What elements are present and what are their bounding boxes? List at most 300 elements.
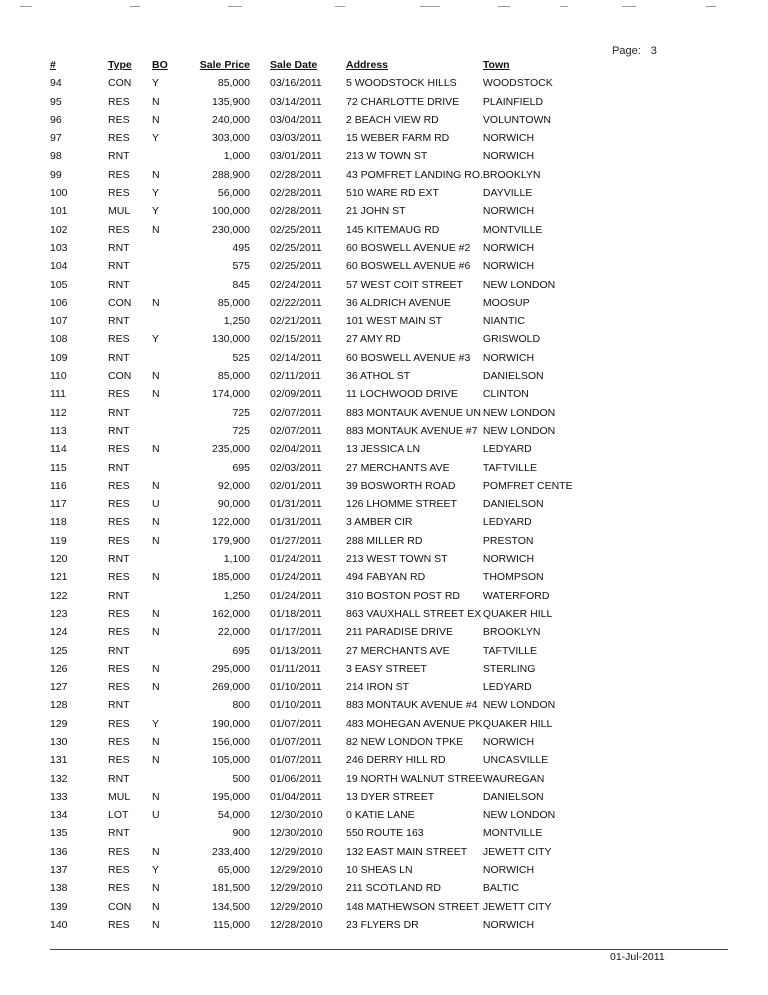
table-row: [50, 129, 583, 147]
cell-sale-date: 12/30/2010: [270, 827, 323, 840]
cell-town: NEW LONDON: [482, 424, 556, 437]
table-row: [50, 111, 583, 129]
cell-sale-price: 695: [232, 644, 250, 657]
column-header-address: Address: [346, 59, 389, 71]
cell-bo: Y: [152, 132, 160, 145]
cell-address: 27 MERCHANTS AVE: [346, 644, 450, 657]
cell-spacer: [250, 257, 270, 275]
cell-sale-date: 01/17/2011: [270, 626, 322, 639]
cell-bo: [152, 312, 182, 330]
cell-sale-price: 495: [232, 241, 250, 254]
cell-type: RNT: [108, 553, 130, 566]
cell-town: LEDYARD: [482, 443, 532, 456]
cell-address: 27 MERCHANTS AVE: [346, 461, 450, 474]
cell-type: RES: [108, 571, 130, 584]
cell-type: CON: [108, 370, 132, 383]
cell-sale-date: 01/11/2011: [270, 662, 321, 675]
cell-type: RNT: [108, 278, 130, 291]
cell-bo: U: [152, 498, 160, 511]
cell-address: 3 AMBER CIR: [346, 516, 413, 529]
cell-spacer: [250, 513, 270, 531]
cell-sale-date: 02/15/2011: [270, 333, 322, 346]
cell-address: 483 MOHEGAN AVENUE PK: [346, 717, 483, 730]
cell-sale-date: 02/28/2011: [270, 205, 322, 218]
cell-sale-date: 03/01/2011: [270, 150, 322, 163]
cell-address: 883 MONTAUK AVENUE UN: [346, 406, 481, 419]
cell-sale-price: 575: [232, 260, 250, 273]
cell-town: MONTVILLE: [482, 223, 543, 236]
cell-sale-price: 195,000: [212, 790, 250, 803]
cell-spacer: [250, 111, 270, 129]
cell-type: RES: [108, 918, 130, 931]
cell-sale-price: 230,000: [212, 223, 250, 236]
cell-sale-price: 56,000: [217, 187, 250, 200]
cell-address: 21 JOHN ST: [346, 205, 406, 218]
table-row: [50, 221, 583, 239]
cell-town: TAFTVILLE: [482, 644, 537, 657]
cell-sale-price: 162,000: [212, 607, 250, 620]
cell-sale-date: 01/07/2011: [270, 754, 322, 767]
cell-number: 128: [50, 699, 68, 712]
cell-sale-date: 02/11/2011: [270, 370, 321, 383]
cell-sale-price: 174,000: [212, 388, 250, 401]
cell-sale-date: 01/31/2011: [270, 516, 322, 529]
cell-number: 123: [50, 607, 68, 620]
cell-bo: [152, 422, 182, 440]
cell-address: 60 BOSWELL AVENUE #3: [346, 351, 471, 364]
cell-address: 36 ALDRICH AVENUE: [346, 296, 451, 309]
page-label: Page:: [612, 45, 641, 57]
column-header-bo: BO: [152, 59, 168, 71]
cell-town: UNCASVILLE: [482, 754, 549, 767]
cell-sale-date: 03/14/2011: [270, 95, 322, 108]
table-row: [50, 532, 583, 550]
cell-type: RNT: [108, 424, 130, 437]
cell-type: RES: [108, 735, 130, 748]
cell-number: 135: [50, 827, 68, 840]
cell-sale-date: 02/25/2011: [270, 223, 322, 236]
cell-number: 133: [50, 790, 68, 803]
cell-spacer: [250, 477, 270, 495]
cell-spacer: [250, 367, 270, 385]
page-indicator: [612, 45, 657, 57]
cell-sale-price: 725: [232, 406, 250, 419]
cell-sale-date: 02/01/2011: [270, 479, 322, 492]
table-row: [50, 294, 583, 312]
cell-sale-date: 02/04/2011: [270, 443, 322, 456]
table-row: [50, 550, 583, 568]
cell-number: 120: [50, 553, 68, 566]
cell-number: 116: [50, 479, 67, 492]
table-row: [50, 349, 583, 367]
cell-spacer: [250, 239, 270, 257]
cell-town: NORWICH: [482, 241, 535, 254]
cell-type: RNT: [108, 150, 130, 163]
cell-sale-date: 01/24/2011: [270, 589, 322, 602]
cell-bo: [152, 824, 182, 842]
cell-bo: Y: [152, 77, 160, 90]
table-row: [50, 385, 583, 403]
cell-type: RES: [108, 607, 130, 620]
cell-sale-date: 02/25/2011: [270, 241, 322, 254]
cell-sale-date: 02/28/2011: [270, 168, 322, 181]
cell-address: 10 SHEAS LN: [346, 864, 413, 877]
cell-number: 136: [50, 845, 68, 858]
cell-spacer: [250, 715, 270, 733]
cell-town: NEW LONDON: [482, 278, 556, 291]
cell-number: 122: [50, 589, 68, 602]
cell-type: RNT: [108, 315, 130, 328]
cell-number: 109: [50, 351, 68, 364]
cell-bo: Y: [152, 717, 160, 730]
cell-address: 5 WOODSTOCK HILLS: [346, 77, 457, 90]
cell-type: RES: [108, 717, 130, 730]
table-row: [50, 916, 583, 934]
cell-sale-price: 179,900: [212, 534, 250, 547]
cell-number: 124: [50, 626, 68, 639]
cell-address: 36 ATHOL ST: [346, 370, 411, 383]
cell-town: QUAKER HILL: [482, 717, 553, 730]
cell-type: MUL: [108, 205, 131, 218]
cell-sale-price: 240,000: [212, 113, 250, 126]
cell-spacer: [250, 788, 270, 806]
sales-table: [50, 56, 583, 934]
cell-type: RNT: [108, 241, 130, 254]
table-row: [50, 239, 583, 257]
table-row: [50, 824, 583, 842]
cell-sale-date: 01/24/2011: [270, 571, 322, 584]
cell-address: 211 PARADISE DRIVE: [346, 626, 453, 639]
cell-bo: Y: [152, 187, 160, 200]
cell-bo: N: [152, 113, 160, 126]
cell-town: QUAKER HILL: [482, 607, 553, 620]
cell-bo: U: [152, 809, 160, 822]
cell-town: BROOKLYN: [482, 168, 541, 181]
cell-sale-date: 12/29/2010: [270, 864, 323, 877]
cell-address: 510 WARE RD EXT: [346, 187, 439, 200]
cell-sale-price: 65,000: [217, 864, 250, 877]
cell-number: 114: [50, 443, 67, 456]
cell-spacer: [250, 824, 270, 842]
cell-type: RES: [108, 388, 130, 401]
cell-bo: N: [152, 845, 160, 858]
cell-town: NORWICH: [482, 132, 535, 145]
cell-town: NEW LONDON: [482, 406, 556, 419]
cell-bo: [152, 550, 182, 568]
table-row: [50, 587, 583, 605]
cell-sale-date: 01/06/2011: [270, 772, 322, 785]
cell-town: LEDYARD: [482, 516, 532, 529]
table-row: [50, 459, 583, 477]
cell-sale-price: 725: [232, 424, 250, 437]
cell-town: PRESTON: [482, 534, 534, 547]
cell-number: 140: [50, 918, 68, 931]
cell-spacer: [250, 184, 270, 202]
cell-address: 0 KATIE LANE: [346, 809, 415, 822]
cell-address: 72 CHARLOTTE DRIVE: [346, 95, 460, 108]
cell-sale-price: 1,000: [223, 150, 250, 163]
cell-number: 121: [50, 571, 68, 584]
cell-sale-price: 105,000: [212, 754, 250, 767]
cell-bo: N: [152, 370, 160, 383]
cell-number: 97: [50, 132, 62, 145]
cell-number: 139: [50, 900, 68, 913]
cell-address: 883 MONTAUK AVENUE #7: [346, 424, 478, 437]
table-row: [50, 276, 583, 294]
cell-number: 95: [50, 95, 62, 108]
cell-bo: Y: [152, 864, 160, 877]
table-row: [50, 861, 583, 879]
cell-type: RES: [108, 113, 130, 126]
cell-bo: Y: [152, 333, 160, 346]
table-row: [50, 751, 583, 769]
cell-spacer: [250, 733, 270, 751]
cell-town: NORWICH: [482, 735, 535, 748]
cell-bo: N: [152, 662, 160, 675]
cell-address: 15 WEBER FARM RD: [346, 132, 450, 145]
cell-address: 27 AMY RD: [346, 333, 401, 346]
table-row: [50, 879, 583, 897]
cell-type: RES: [108, 132, 130, 145]
cell-bo: [152, 587, 182, 605]
table-row: [50, 202, 583, 220]
cell-number: 104: [50, 260, 68, 273]
table-row: [50, 312, 583, 330]
cell-town: BROOKLYN: [482, 626, 541, 639]
cell-sale-price: 130,000: [212, 333, 250, 346]
cell-sale-date: 01/10/2011: [270, 681, 322, 694]
cell-town: NORWICH: [482, 864, 535, 877]
cell-town: NORWICH: [482, 351, 535, 364]
cell-number: 112: [50, 406, 67, 419]
cell-town: GRISWOLD: [482, 333, 541, 346]
cell-sale-price: 115,000: [212, 918, 250, 931]
cell-number: 94: [50, 77, 62, 90]
cell-spacer: [250, 843, 270, 861]
cell-sale-date: 01/04/2011: [270, 790, 322, 803]
cell-address: 43 POMFRET LANDING RO.: [346, 168, 483, 181]
cell-type: RNT: [108, 699, 130, 712]
cell-sale-date: 03/04/2011: [270, 113, 322, 126]
cell-type: CON: [108, 77, 132, 90]
cell-sale-date: 12/29/2010: [270, 900, 323, 913]
cell-town: WATERFORD: [482, 589, 550, 602]
cell-bo: N: [152, 479, 160, 492]
cell-type: RES: [108, 95, 130, 108]
cell-town: BALTIC: [482, 882, 519, 895]
cell-bo: N: [152, 296, 160, 309]
table-row: [50, 477, 583, 495]
cell-address: 494 FABYAN RD: [346, 571, 426, 584]
cell-address: 214 IRON ST: [346, 681, 410, 694]
cell-spacer: [250, 440, 270, 458]
cell-town: JEWETT CITY: [482, 845, 552, 858]
cell-sale-price: 156,000: [212, 735, 250, 748]
cell-spacer: [250, 422, 270, 440]
cell-bo: [152, 459, 182, 477]
cell-address: 82 NEW LONDON TPKE: [346, 735, 464, 748]
cell-address: 132 EAST MAIN STREET: [346, 845, 468, 858]
cell-bo: [152, 642, 182, 660]
cell-type: RES: [108, 187, 130, 200]
cell-spacer: [250, 696, 270, 714]
cell-address: 213 WEST TOWN ST: [346, 553, 448, 566]
column-header-type: Type: [108, 59, 132, 71]
cell-sale-date: 12/29/2010: [270, 882, 323, 895]
cell-address: 213 W TOWN ST: [346, 150, 428, 163]
cell-spacer: [250, 660, 270, 678]
cell-spacer: [250, 642, 270, 660]
cell-spacer: [250, 605, 270, 623]
cell-type: RES: [108, 882, 130, 895]
cell-sale-price: 122,000: [212, 516, 250, 529]
cell-number: 99: [50, 168, 62, 181]
cell-number: 102: [50, 223, 68, 236]
cell-town: NEW LONDON: [482, 809, 556, 822]
cell-spacer: [250, 751, 270, 769]
cell-bo: [152, 257, 182, 275]
cell-number: 118: [50, 516, 67, 529]
cell-number: 103: [50, 241, 68, 254]
footer-rule: [50, 949, 728, 950]
cell-sale-date: 03/03/2011: [270, 132, 322, 145]
cell-number: 101: [50, 205, 68, 218]
cell-town: MONTVILLE: [482, 827, 543, 840]
cell-sale-price: 181,500: [212, 882, 250, 895]
cell-sale-price: 85,000: [217, 77, 250, 90]
cell-number: 111: [50, 388, 66, 401]
cell-type: RES: [108, 333, 130, 346]
cell-number: 130: [50, 735, 68, 748]
cell-town: CLINTON: [482, 388, 529, 401]
cell-type: RES: [108, 516, 130, 529]
cell-sale-price: 500: [232, 772, 250, 785]
cell-address: 23 FLYERS DR: [346, 918, 419, 931]
page-number: 3: [650, 45, 657, 57]
cell-type: RNT: [108, 461, 130, 474]
cell-bo: [152, 276, 182, 294]
cell-spacer: [250, 404, 270, 422]
cell-address: 2 BEACH VIEW RD: [346, 113, 439, 126]
cell-address: 13 JESSICA LN: [346, 443, 421, 456]
cell-town: LEDYARD: [482, 681, 532, 694]
cell-bo: N: [152, 607, 160, 620]
cell-type: RES: [108, 626, 130, 639]
table-row: [50, 733, 583, 751]
cell-number: 132: [50, 772, 68, 785]
cell-sale-date: 02/28/2011: [270, 187, 322, 200]
cell-bo: N: [152, 571, 160, 584]
cell-type: RNT: [108, 644, 130, 657]
column-header-number: #: [50, 59, 56, 71]
table-row: [50, 74, 583, 92]
cell-number: 113: [50, 424, 67, 437]
cell-bo: N: [152, 95, 160, 108]
cell-sale-date: 02/07/2011: [270, 424, 322, 437]
cell-spacer: [250, 806, 270, 824]
column-header-sale-price: Sale Price: [199, 59, 250, 71]
cell-town: DANIELSON: [482, 790, 544, 803]
cell-sale-price: 1,250: [223, 315, 250, 328]
cell-spacer: [250, 532, 270, 550]
cell-sale-date: 01/24/2011: [270, 553, 322, 566]
cell-spacer: [250, 916, 270, 934]
cell-town: NORWICH: [482, 150, 535, 163]
cell-bo: N: [152, 223, 160, 236]
cell-number: 131: [50, 754, 68, 767]
table-row: [50, 788, 583, 806]
cell-spacer: [250, 678, 270, 696]
cell-address: 145 KITEMAUG RD: [346, 223, 440, 236]
cell-type: RES: [108, 754, 130, 767]
cell-number: 115: [50, 461, 67, 474]
table-row: [50, 660, 583, 678]
cell-spacer: [250, 568, 270, 586]
cell-town: JEWETT CITY: [482, 900, 552, 913]
cell-number: 108: [50, 333, 68, 346]
cell-number: 100: [50, 187, 68, 200]
cell-bo: [152, 147, 182, 165]
cell-town: VOLUNTOWN: [482, 113, 551, 126]
cell-spacer: [250, 861, 270, 879]
cell-type: RES: [108, 443, 130, 456]
cell-type: RES: [108, 223, 130, 236]
cell-type: RES: [108, 479, 130, 492]
table-row: [50, 806, 583, 824]
cell-spacer: [250, 93, 270, 111]
cell-spacer: [250, 202, 270, 220]
cell-sale-date: 12/30/2010: [270, 809, 323, 822]
cell-sale-date: 01/31/2011: [270, 498, 322, 511]
cell-spacer: [250, 221, 270, 239]
cell-address: 60 BOSWELL AVENUE #2: [346, 241, 471, 254]
cell-address: 863 VAUXHALL STREET EX: [346, 607, 482, 620]
cell-address: 101 WEST MAIN ST: [346, 315, 443, 328]
cell-number: 129: [50, 717, 68, 730]
table-row: [50, 404, 583, 422]
cell-address: 3 EASY STREET: [346, 662, 427, 675]
cell-sale-price: 85,000: [217, 296, 250, 309]
cell-number: 106: [50, 296, 68, 309]
cell-sale-price: 134,500: [212, 900, 250, 913]
cell-bo: N: [152, 790, 160, 803]
cell-sale-price: 92,000: [217, 479, 250, 492]
table-row: [50, 770, 583, 788]
cell-sale-price: 85,000: [217, 370, 250, 383]
cell-sale-price: 190,000: [212, 717, 250, 730]
cell-sale-date: 02/14/2011: [270, 351, 322, 364]
cell-town: PLAINFIELD: [482, 95, 544, 108]
table-row: [50, 623, 583, 641]
cell-sale-date: 01/27/2011: [270, 534, 322, 547]
cell-address: 39 BOSWORTH ROAD: [346, 479, 456, 492]
cell-spacer: [250, 129, 270, 147]
cell-sale-price: 185,000: [212, 571, 250, 584]
cell-town: DAYVILLE: [482, 187, 533, 200]
table-row: [50, 495, 583, 513]
cell-bo: Y: [152, 205, 160, 218]
cell-sale-date: 02/24/2011: [270, 278, 322, 291]
cell-address: 550 ROUTE 163: [346, 827, 424, 840]
cell-address: 57 WEST COIT STREET: [346, 278, 463, 291]
cell-type: RES: [108, 534, 130, 547]
table-row: [50, 605, 583, 623]
cell-type: RES: [108, 864, 130, 877]
cell-bo: N: [152, 534, 160, 547]
cell-bo: [152, 696, 182, 714]
cell-number: 96: [50, 113, 62, 126]
cell-town: MOOSUP: [482, 296, 530, 309]
